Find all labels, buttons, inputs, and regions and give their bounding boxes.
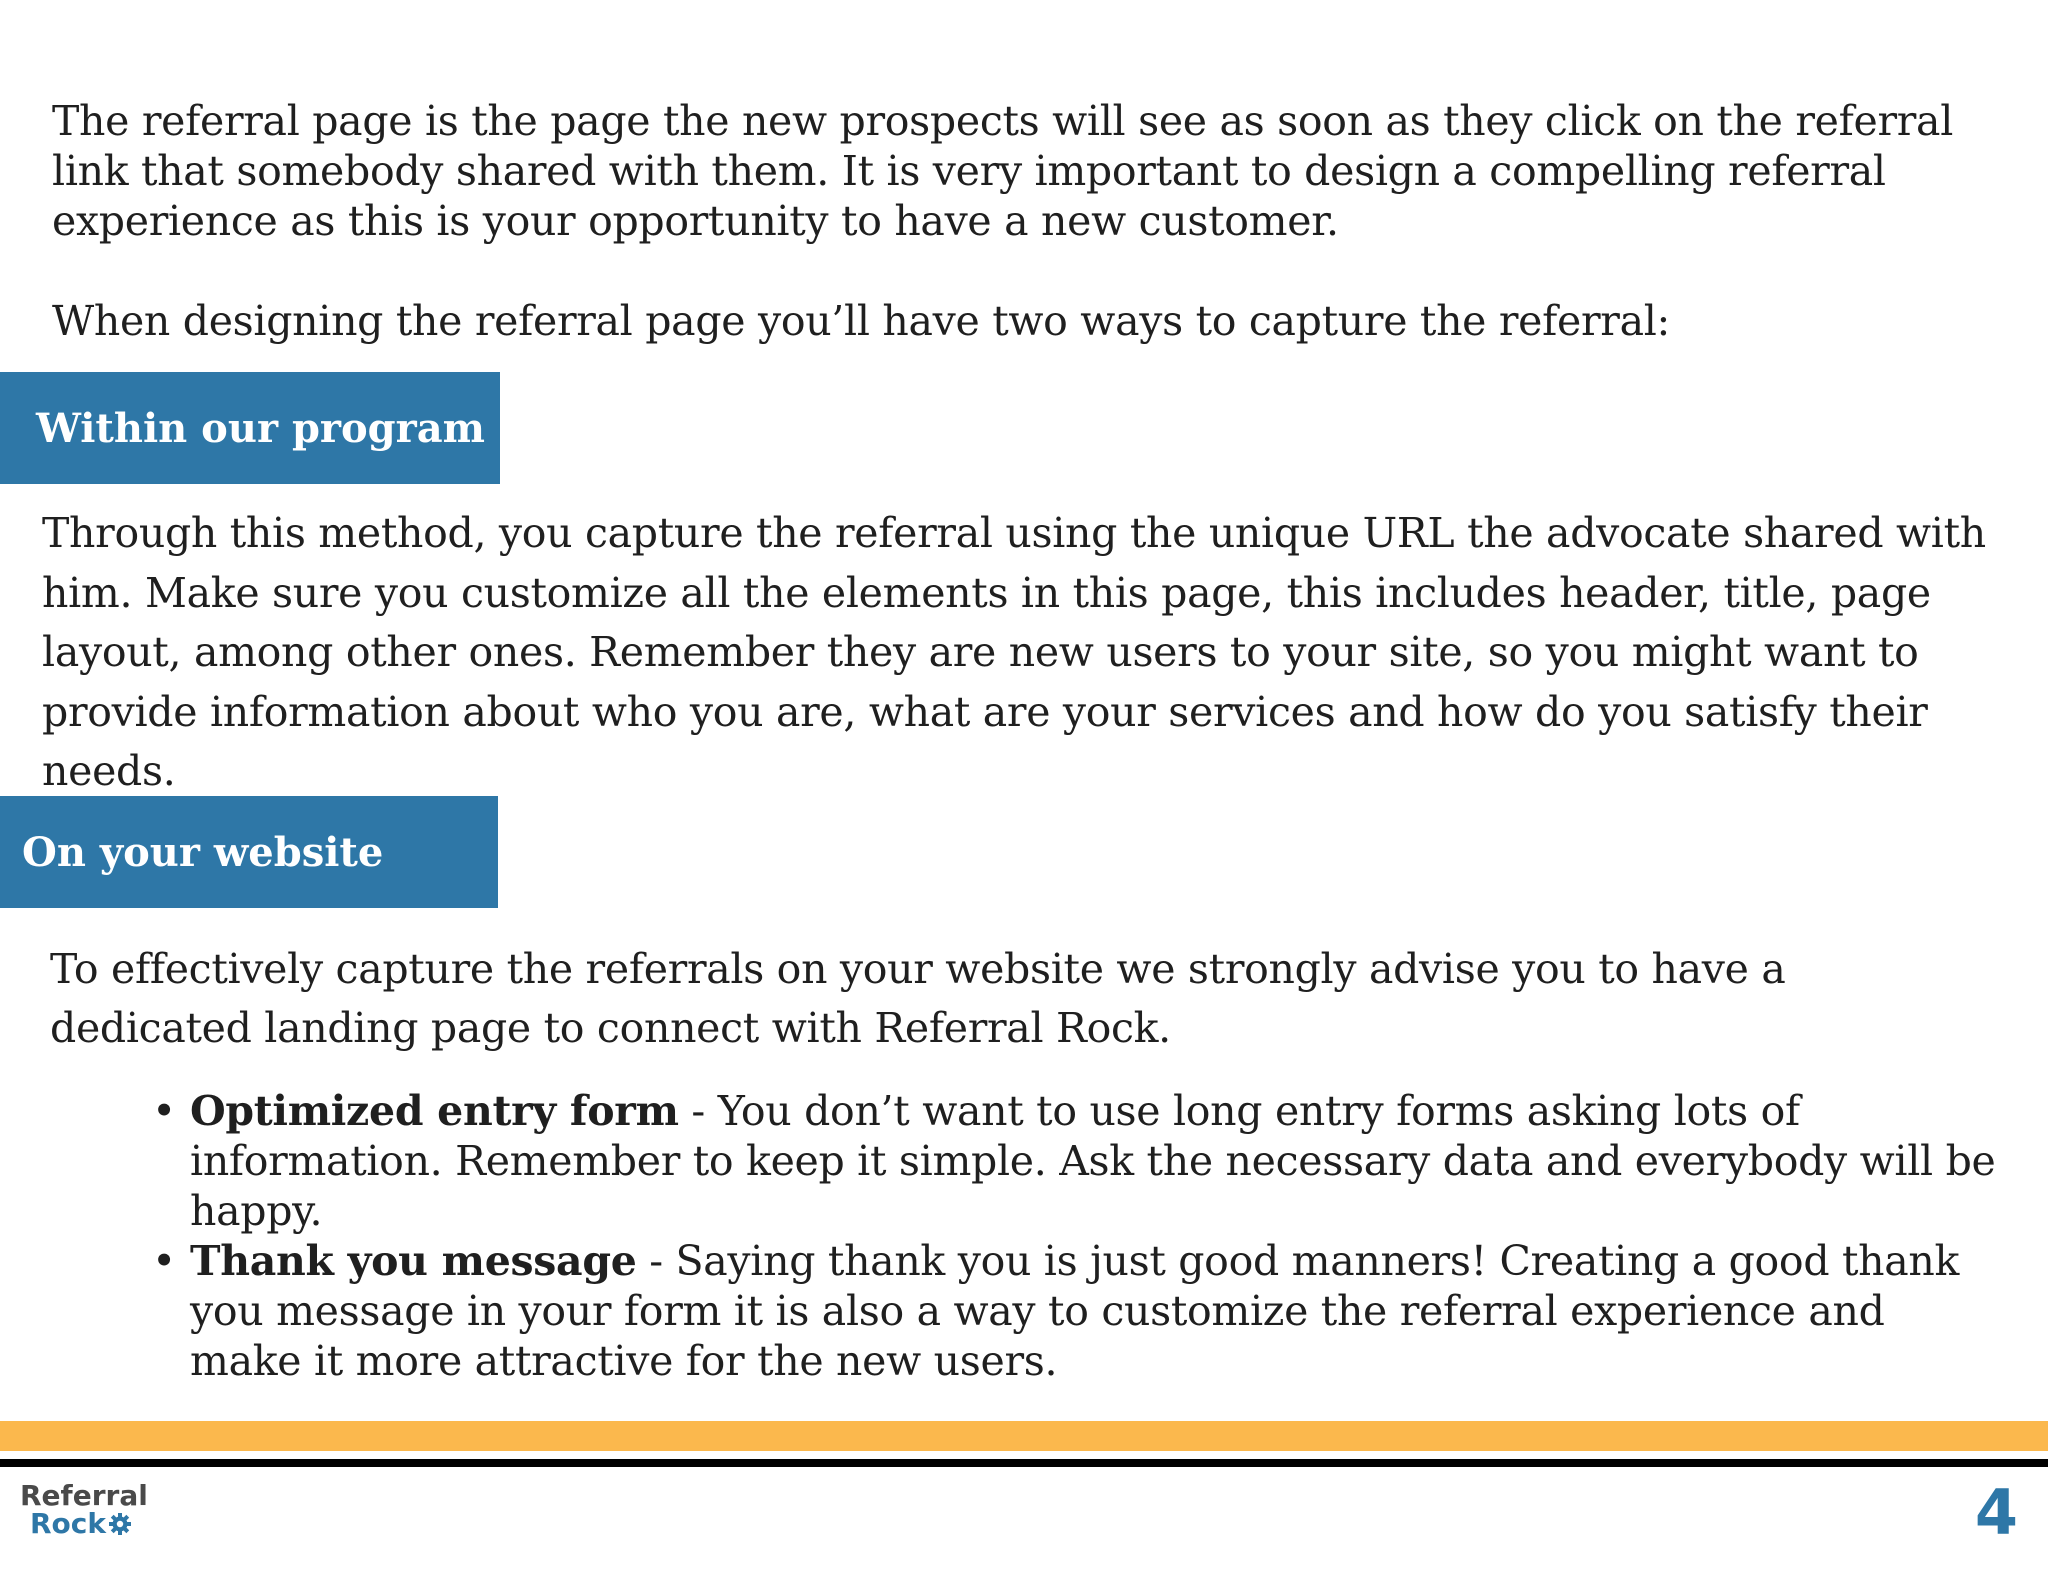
referral-rock-logo [20, 1479, 148, 1541]
section-heading-label: On your website [22, 828, 384, 876]
intro-paragraph: The referral page is the page the new prospects will see as soon as they click on the referral link that somebody shared with them. It is very important to design a compelling referral experience as this is your opportunity to have a new customer. [52, 97, 1954, 245]
footer-stripe-orange [0, 1421, 2048, 1451]
logo-word-rock: Rock [30, 1507, 107, 1540]
logo-word-rock-wrapper [20, 1507, 148, 1541]
section-heading-on-website [0, 796, 498, 908]
bullet-icon: • [152, 1087, 176, 1135]
gear-icon [108, 1512, 132, 1541]
list-item-text: - Saying thank you is just good manners! Creating a good thank you message in your form it is also a way to customize the referral experience and make it more attractive for the new users. [190, 1237, 1960, 1385]
list-item-term: Thank you message [190, 1237, 637, 1285]
bullet-icon: • [152, 1237, 176, 1285]
list-item [148, 1236, 2008, 1386]
on-website-body: To effectively capture the referrals on your website we strongly advise you to have a dedicated landing page to connect with Referral Rock. [50, 945, 1786, 1052]
list-item-term: Optimized entry form [190, 1087, 679, 1135]
ways-intro-paragraph: When designing the referral page you’ll have two ways to capture the referral: [52, 297, 1671, 345]
section-heading-label: Within our program [36, 404, 485, 452]
tips-list [148, 1086, 2008, 1386]
logo-word-referral: Referral [20, 1479, 148, 1512]
footer-stripe-gap [0, 1451, 2048, 1459]
section-heading-within-program [0, 372, 500, 484]
list-item [148, 1086, 2008, 1236]
footer-stripe-black [0, 1459, 2048, 1467]
list-item-text: - You don’t want to use long entry forms asking lots of information. Remember to keep it simple. Ask the necessary data and everybody will be happy. [190, 1087, 1996, 1235]
page-number: 4 [1974, 1476, 2018, 1549]
within-program-body: Through this method, you capture the referral using the unique URL the advocate shared with him. Make sure you customize all the elements in this page, this includes header, title, page layout, among other ones. Remember they are new users to your site, so you might want to provide information about who you are, what are your services and how do you satisfy their needs. [42, 509, 1986, 795]
